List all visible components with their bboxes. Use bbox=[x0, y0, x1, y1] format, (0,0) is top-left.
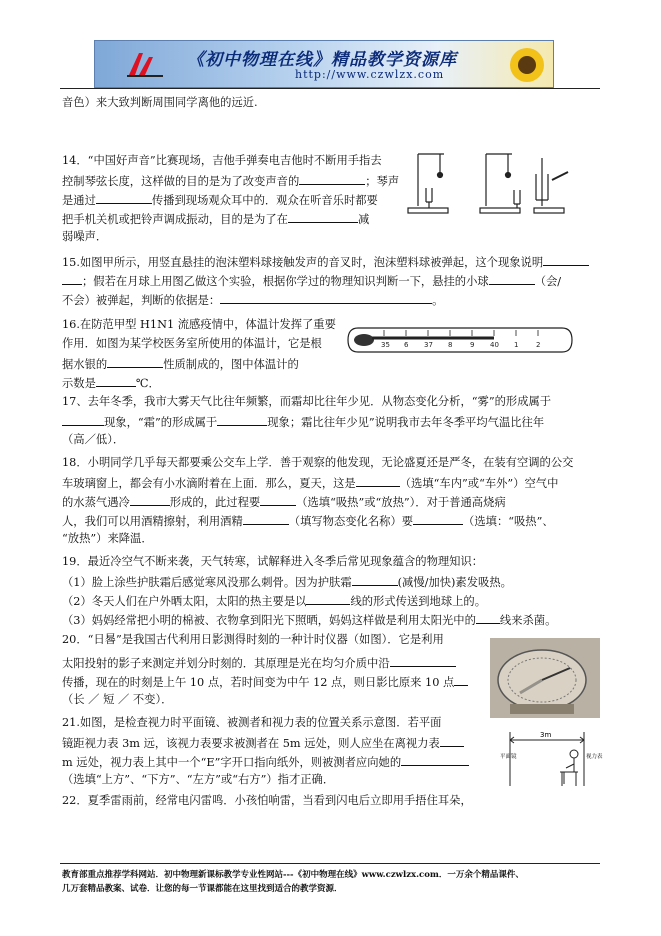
header-divider bbox=[60, 88, 600, 89]
q14-line: 弱噪声． bbox=[62, 230, 108, 243]
q17-line: 17、去年冬季，我市大雾天气比往年频繁，而霜却比往年少见．从物态变化分析，“雾”的形成属于 bbox=[62, 395, 552, 408]
q16-line: 16.在防范甲型 H1N1 流感疫情中，体温计发挥了重要 bbox=[62, 318, 336, 331]
q21-line: m 远处，视力表上其中一个“E”字开口指向纸外，则被测者应向她的 bbox=[62, 754, 469, 770]
mirror-label: 平面镜 bbox=[500, 754, 517, 760]
thermometer-tick: 6 bbox=[404, 341, 409, 349]
q14-line: 14．“中国好声音”比赛现场，吉他手弹奏电吉他时不断用手指去 bbox=[62, 154, 382, 167]
thermometer-tick: 40 bbox=[490, 341, 499, 349]
q19-line: （2）冬天人们在户外晒太阳，太阳的热主要是以 线的形式传送到地球上的。 bbox=[62, 595, 487, 608]
q19-line: （3）妈妈经常把小明的棉被、衣物拿到阳光下照晒，妈妈这样做是利用太阳光中的 线来杀菌。 bbox=[62, 614, 557, 627]
q19-line: （1）脸上涂些护肤霜后感觉寒风没那么刺骨。因为护肤霜 (减慢/加快)素发吸热。 bbox=[62, 576, 512, 589]
q18-line: 的水蒸气遇冷 形成的，此过程要 （选填“吸热”或“放热”）．对于普通高烧病 bbox=[62, 496, 506, 509]
q18-line: “放热”）来降温． bbox=[62, 532, 153, 545]
q19-line: 19．最近冷空气不断来袭，天气转寒，试解释进入冬季后常见现象蕴含的物理知识： bbox=[62, 555, 484, 568]
thermometer-tick: 8 bbox=[448, 341, 453, 349]
thermometer-tick: 37 bbox=[424, 341, 433, 349]
thermometer-tick: 2 bbox=[536, 341, 541, 349]
q21-line: 21.如图，是检查视力时平面镜、被测者和视力表的位置关系示意图．若平面 bbox=[62, 716, 442, 729]
thermometer-tick: 9 bbox=[470, 341, 475, 349]
thermometer-tick: 1 bbox=[514, 341, 519, 349]
chart-label: 视力表 bbox=[586, 754, 603, 760]
q20-line: 20．“日晷”是我国古代利用日影测得时刻的一种计时仪器（如图）．它是利用 bbox=[62, 633, 444, 646]
q15-line: ；假若在月球上用图乙做这个实验，根据你学过的物理知识判断一下，悬挂的小球 （会/ bbox=[62, 273, 561, 289]
q16-line: 据水银的 性质制成的，图中体温计的 bbox=[62, 358, 299, 371]
text-line: 音色）来大致判断周围同学离他的远近. bbox=[62, 96, 258, 109]
q17-line: （高／低）． bbox=[62, 433, 125, 446]
header-title: 《初中物理在线》精品教学资源库 bbox=[187, 50, 457, 70]
q21-line: 镜距视力表 3m 远，该视力表要求被测者在 5m 远处，则人应坐在离视力表 bbox=[62, 735, 464, 751]
q20-line: 传播，现在的时刻是上午 10 点，若时间变为中午 12 点，则日影比原来 10 点 bbox=[62, 674, 468, 690]
q15-line: 不会）被弹起，判断的依据是： 。 bbox=[62, 294, 444, 307]
q18-line: 人，我们可以用酒精擦射，利用酒精 （填写物态变化名称）要 （选填：“吸热”、 bbox=[62, 515, 554, 528]
sundial-figure bbox=[490, 638, 600, 718]
q16-line: 示数是 ℃． bbox=[62, 377, 160, 390]
footer-divider bbox=[60, 863, 600, 864]
thermometer-figure bbox=[344, 322, 576, 358]
header-url[interactable]: http://www.czwlzx.com bbox=[295, 68, 445, 81]
eye-test-figure bbox=[500, 728, 610, 790]
footer-line: 几万套精品教案、试卷．让您的每一节课都能在这里找到适合的教学资源． bbox=[62, 884, 343, 894]
q15-line: 15.如图甲所示，用竖直悬挂的泡沫塑料球接触发声的音叉时，泡沫塑料球被弹起，这个现象说明 bbox=[62, 254, 589, 270]
q18-line: 18．小明同学几乎每天都要乘公交车上学．善于观察的他发现，无论盛夏还是严冬，在装有空调的公交 bbox=[62, 456, 574, 469]
footer-line: 教育部重点推荐学科网站．初中物理新课标教学专业性网站---《初中物理在线》www.czwlzx.com．一万余个精品课件、 bbox=[62, 870, 524, 880]
sunflower-icon bbox=[507, 45, 547, 85]
q17-line: 现象，“霜”的形成属于 现象；霜比往年少见”说明我市去年冬季平均气温比往年 bbox=[62, 414, 544, 430]
q14-line: 把手机关机或把铃声调成振动，目的是为了在 减 bbox=[62, 213, 370, 226]
q16-line: 作用．如图为某学校医务室所使用的体温计，它是根 bbox=[62, 337, 322, 350]
q14-line: 控制琴弦长度，这样做的目的是为了改变声音的 ；琴声 bbox=[62, 175, 400, 188]
q22-line: 22．夏季雷雨前，经常电闪雷鸣．小孩怕响雷，当看到闪电后立即用手捂住耳朵， bbox=[62, 794, 472, 807]
header-banner bbox=[94, 40, 554, 88]
distance-label: 3m bbox=[540, 731, 552, 739]
logo-icon bbox=[125, 49, 165, 79]
thermometer-tick: 35 bbox=[381, 341, 390, 349]
q18-line: 车玻璃窗上，都会有小水滴附着在上面．那么，夏天，这是 （选填“车内”或“车外”）空气中 bbox=[62, 477, 559, 490]
tuning-fork-figure bbox=[400, 150, 580, 222]
q20-line: （长 ／ 短 ／ 不变）． bbox=[62, 693, 173, 706]
q21-line: （选填“上方”、“下方”、“左方”或“右方”）指才正确． bbox=[62, 773, 335, 786]
q14-line: 是通过 传播到现场观众耳中的．观众在听音乐时都要 bbox=[62, 194, 378, 207]
q20-line: 太阳投射的影子来测定并划分时刻的．其原理是光在均匀介质中沿 bbox=[62, 655, 456, 671]
